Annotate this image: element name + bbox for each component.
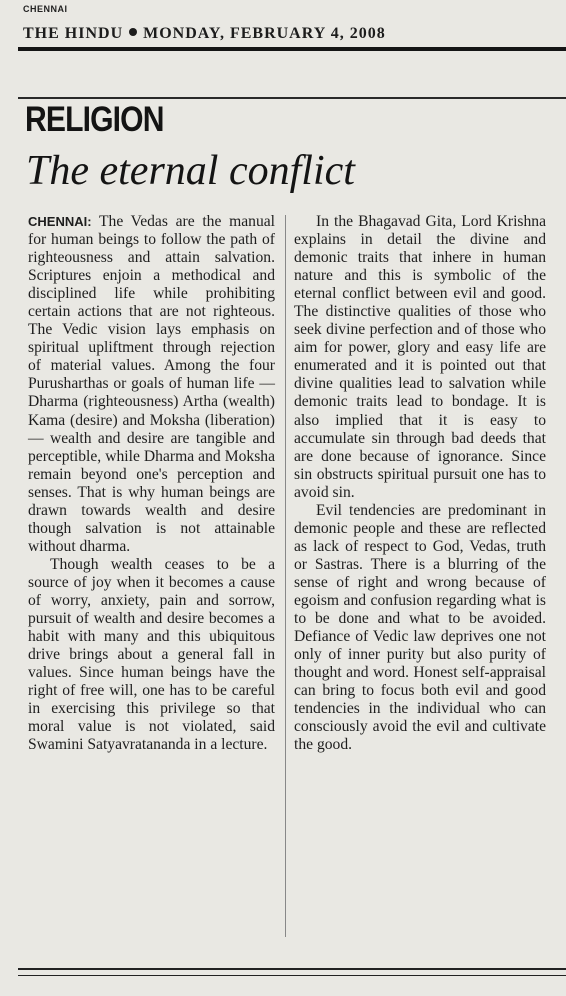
section-label: RELIGION [25,100,164,139]
newspaper-name: THE HINDU [23,25,124,42]
article-headline: The eternal conflict [26,148,355,194]
article-column-left [28,213,275,754]
paragraph-1-text: The Vedas are the manual for human beings to follow the path of righteousness and attain salvation. Scriptures enjoin a methodical and disciplined life while prohibiting certain actions that are not righteous. The Vedic vision lays emphasis on spiritual upliftment through rejection of material values. Among the four Purusharthas or goals of human life — Dharma (righteousness) Artha (wealth) Kama (desire) and Moksha (liberation) — wealth and desire are tangible and perceptible, while Dharma and Moksha remain beyond one's perception and senses. That is why human beings are drawn towards wealth and desire though salvation is not attainable without dharma. [28,213,276,555]
masthead [23,25,386,43]
article-paragraph-3: In the Bhagavad Gita, Lord Krishna explains in detail the divine and demonic traits that inhere in human nature and this is symbolic of the eternal conflict between evil and good. The distinctive qualities of those who seek divine perfection and of those who aim for power, glory and easy life are enumerated and it is pointed out that divine qualities lead to salvation while demonic traits lead to bondage. It is also implied that it is easy to accumulate sin through bad deeds that are done because of ignorance. Since sin obstructs spiritual pursuit one has to avoid sin. [294,213,546,501]
masthead-rule [18,47,566,51]
footer-rule-thin [18,975,566,976]
article-top-rule [18,97,566,99]
article-paragraph-1 [28,213,275,556]
dateline: CHENNAI: [28,214,92,229]
article-column-right [294,213,546,754]
bullet-separator-icon [129,28,137,36]
publication-date: MONDAY, FEBRUARY 4, 2008 [143,25,386,42]
article-paragraph-2: Though wealth ceases to be a source of joy when it becomes a cause of worry, anxiety, pain and sorrow, pursuit of wealth and desire becomes a habit with many and this ubiquitous drive brings about a general fall in values. Since human beings have the right of free will, one has to be careful in exercising this privilege so that moral value is not violated, said Swamini Satyavratananda in a lecture. [28,555,275,754]
column-divider [285,215,286,937]
article-paragraph-4: Evil tendencies are predominant in demonic people and these are reflected as lack of respect to God, Vedas, truth or Sastras. There is a blurring of the sense of right and wrong because of egoism and confusion regarding what is to be done and what to be avoided. Defiance of Vedic law deprives one not only of inner purity but also purity of thought and word. Honest self-appraisal can bring to focus both evil and good tendencies in the individual who can consciously avoid the evil and cultivate the good. [294,501,546,754]
footer-rule [18,968,566,970]
edition-label: CHENNAI [23,4,68,14]
